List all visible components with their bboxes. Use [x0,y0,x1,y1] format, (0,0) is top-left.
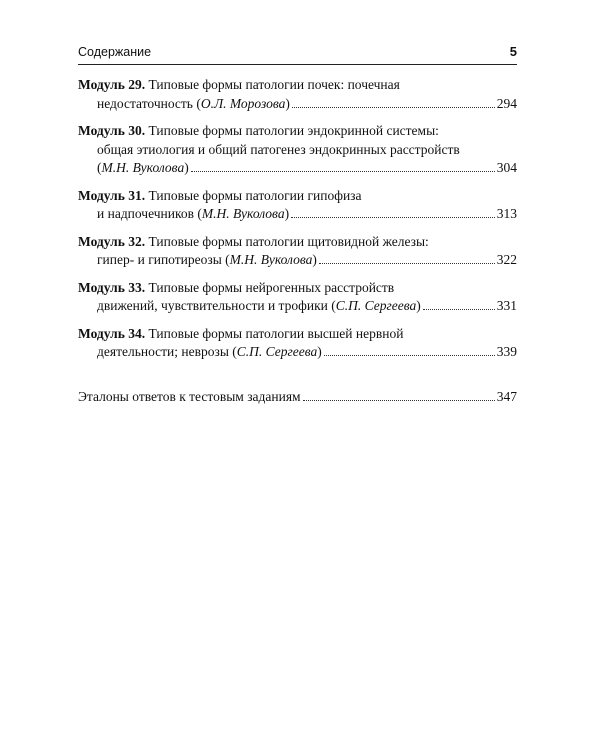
author: С.П. Сергеева [335,298,417,313]
page-number: 294 [496,95,517,111]
module-title-cont: деятельности; неврозы ( [97,344,237,359]
author: М.Н. Вуколова [229,252,313,267]
toc-entry-heading [78,122,517,141]
module-title: Типовые формы патологии высшей нервной [148,325,404,341]
header-page-number: 5 [509,44,517,59]
toc-entry-heading [78,279,517,298]
toc-entry-answer-key[interactable] [78,388,517,407]
toc-entry-heading [78,187,517,206]
toc-entry-last-line: недостаточность (О.Л. Морозова) 294 [78,95,517,114]
module-title: Типовые формы патологии почек: почечная [148,77,400,92]
dot-leader [291,217,495,218]
dot-leader [303,400,495,401]
page-number: 347 [496,388,517,404]
module-title: Типовые формы патологии эндокринной системы: [148,123,439,138]
page-number: 304 [496,160,517,175]
toc-entry-heading [78,233,517,252]
page-number: 313 [496,206,517,221]
module-title-cont: и надпочечников ( [97,206,202,221]
module-title: Типовые формы патологии щитовидной железы: [148,233,429,249]
module-title: Типовые формы патологии гипофиза [148,187,362,203]
dot-leader [191,171,495,172]
toc-entry-last-line: (М.Н. Вуколова) 304 [78,159,517,178]
toc-entry-module-34[interactable] [78,325,517,362]
toc-entry-last-line: движений, чувствительности и трофики (С.П. Сергеева) 331 [78,297,517,316]
toc-entry-module-32[interactable] [78,233,517,270]
toc-entry-module-29[interactable] [78,76,517,113]
dot-leader [423,309,495,310]
table-of-contents [78,76,517,415]
module-number: Модуль 29. [78,77,146,92]
dot-leader [292,107,495,108]
toc-entry-last-line: деятельности; неврозы (С.П. Сергеева) 339 [78,343,517,362]
module-title-cont: общая этиология и общий патогенез эндокринных расстройств [97,141,460,157]
toc-entry-heading [78,76,517,95]
module-number: Модуль 34. [78,325,146,341]
toc-entry-last-line: гипер- и гипотиреозы (М.Н. Вуколова) 322 [78,251,517,270]
running-header [78,40,517,65]
page-number: 322 [496,252,517,267]
entry-title: Эталоны ответов к тестовым заданиям [78,388,301,404]
toc-entry-module-30[interactable] [78,122,517,178]
module-number: Модуль 33. [78,279,146,295]
module-number: Модуль 31. [78,187,146,203]
dot-leader [324,355,495,356]
author: О.Л. Морозова [200,95,286,111]
author: М.Н. Вуколова [201,206,285,221]
page-number: 331 [496,298,517,313]
page-number: 339 [496,344,517,359]
module-title: Типовые формы нейрогенных расстройств [148,279,395,295]
module-number: Модуль 32. [78,233,146,249]
toc-entry-heading [78,325,517,344]
module-number: Модуль 30. [78,123,146,138]
toc-entry-last-line [78,388,517,407]
module-title-cont: движений, чувствительности и трофики ( [97,298,336,313]
toc-entry-module-31[interactable] [78,187,517,224]
author: С.П. Сергеева [236,344,318,359]
module-title-cont: недостаточность ( [97,95,201,111]
author: М.Н. Вуколова [101,160,185,175]
dot-leader [319,263,495,264]
toc-entry-last-line: и надпочечников (М.Н. Вуколова) 313 [78,205,517,224]
toc-entry-module-33[interactable] [78,279,517,316]
module-title-cont: гипер- и гипотиреозы ( [97,252,230,267]
header-title: Содержание [78,45,152,59]
